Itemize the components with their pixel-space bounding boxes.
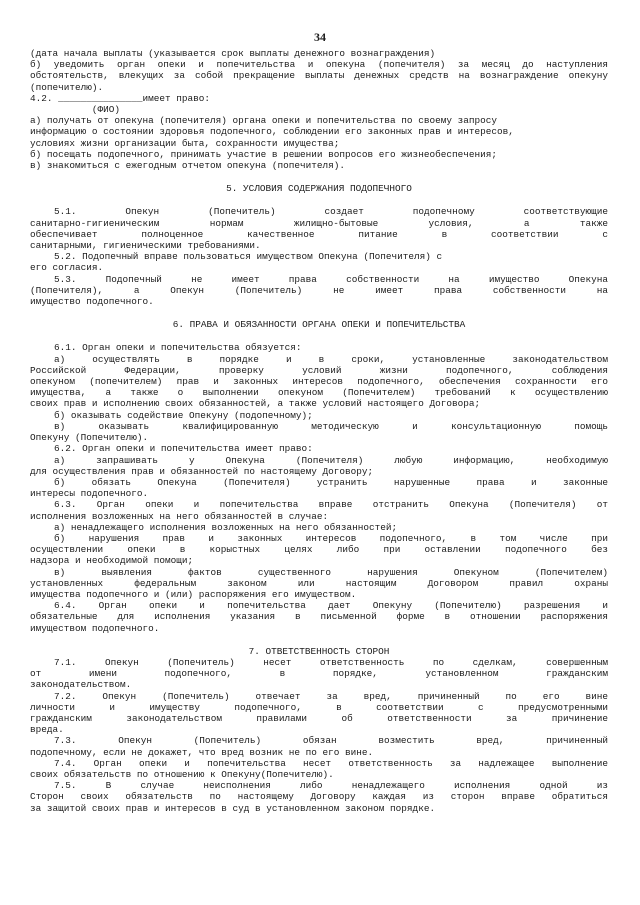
text-line: 4.2. _______________имеет право:	[30, 92, 211, 104]
text-line: 6.4. Орган опеки и попечительства дает Опекуну (Попечителю) разрешения и	[54, 600, 608, 612]
text-line: (попечителю).	[30, 81, 104, 93]
top-block	[30, 48, 608, 814]
text-line: (Попечителя), а Опекун (Попечитель) не имеет права собственности на	[30, 284, 608, 296]
section-6-heading: 6. ПРАВА И ОБЯЗАННОСТИ ОРГАНА ОПЕКИ И ПОПЕЧИТЕЛЬСТВА	[172, 319, 466, 331]
text-line: гражданским законодательством правилами об ответственности за причинение	[30, 712, 608, 724]
text-line: опекуном (попечителем) прав и законных интересов подопечного, обеспечения сохранности его	[30, 376, 608, 388]
text-line: информацию о состоянии здоровья подопечного, соблюдении его законных прав и интересов,	[30, 126, 514, 138]
text-line: вреда.	[30, 724, 64, 736]
text-line: 6.3. Орган опеки и попечительства вправе отстранить Опекуна (Попечителя) от	[54, 499, 608, 511]
text-line: 5.1. Опекун (Попечитель) создает подопечному соответствующие	[54, 206, 608, 218]
text-line: интересы подопечного.	[30, 488, 149, 500]
text-line: б) оказывать содействие Опекуну (подопечному);	[54, 409, 313, 421]
text-line: б) обязать Опекуна (Попечителя) устранить нарушенные права и законные	[54, 476, 608, 488]
text-line: в) оказывать квалифицированную методическую и консультационную помощь	[54, 420, 608, 432]
text-line: его согласия.	[30, 262, 104, 274]
text-line: в) знакомиться с ежегодным отчетом опекуна (попечителя).	[30, 160, 346, 172]
text-line: а) запрашивать у Опекуна (Попечителя) любую информацию, необходимую	[54, 454, 608, 466]
text-line: а) ненадлежащего исполнения возложенных на него обязанностей;	[54, 521, 398, 533]
text-line: в) выявления фактов существенного нарушения Опекуном (Попечителем)	[54, 566, 608, 578]
text-line: законодательством.	[30, 679, 132, 691]
text-line: 7.2. Опекун (Попечитель) отвечает за вред, причиненный по его вине	[54, 690, 608, 702]
text-line: б) посещать подопечного, принимать участие в решении вопросов его жизнеобеспечения;	[30, 148, 497, 160]
text-line: 7.5. В случае неисполнения либо ненадлежащего исполнения одной из	[54, 780, 608, 792]
text-line: для осуществления прав и обязанностей по настоящему Договору;	[30, 465, 374, 477]
section-7-heading: 7. ОТВЕТСТВЕННОСТЬ СТОРОН	[248, 645, 390, 657]
text-line: надзора и необходимой помощи;	[30, 555, 194, 567]
text-line: 7.3. Опекун (Попечитель) обязан возместить вред, причиненный	[54, 735, 608, 747]
text-line: осуществлении опеки в корыстных целях либо при оставлении подопечного без	[30, 544, 608, 556]
text-line: б) уведомить орган опеки и попечительства и опекуна (попечителя) за месяц до наступления	[30, 59, 608, 71]
text-line: санитарно-гигиеническим нормам жилищно-бытовые условия, а также	[30, 217, 608, 229]
text-line: обязательные для исполнения указания в письменной форме в отношении распоряжения	[30, 611, 608, 623]
text-line: обеспечивает полноценное качественное питание в соответствии с	[30, 228, 608, 240]
text-line: имуществом подопечного.	[30, 622, 160, 634]
text-line: от имени подопечного, в порядке, установленном гражданским	[30, 668, 608, 680]
text-line: Опекуну (Попечителю).	[30, 432, 149, 444]
text-line: обстоятельств, влекущих за собой прекращение выплаты денежных средств на вознаграждение опекуну	[30, 70, 608, 82]
text-line: Сторон своих обязательств по настоящему Договору каждая из сторон вправе обратиться	[30, 791, 608, 803]
section-5-heading: 5. УСЛОВИЯ СОДЕРЖАНИЯ ПОДОПЕЧНОГО	[226, 183, 412, 195]
text-line: условиях жизни организации быта, сохранности имущества;	[30, 137, 340, 149]
text-line: имущества подопечного и (или) распоряжения его имуществом.	[30, 588, 357, 600]
text-line: 6.1. Орган опеки и попечительства обязуется:	[54, 342, 302, 354]
text-line: 5.2. Подопечный вправе пользоваться имуществом Опекуна (Попечителя) с	[54, 251, 443, 263]
text-line: а) получать от опекуна (попечителя) органа опеки и попечительства по своему запросу	[30, 115, 497, 127]
text-line: своих обязательств по отношению к Опекуну(Попечителю).	[30, 768, 334, 780]
text-line: 5.3. Подопечный не имеет права собственности на имущество Опекуна	[54, 273, 608, 285]
text-line: подопечному, если не докажет, что вред возник не по его вине.	[30, 746, 374, 758]
text-line: 7.1. Опекун (Попечитель) несет ответственность по сделкам, совершенным	[54, 656, 608, 668]
text-line: санитарными, гигиеническими требованиями.	[30, 240, 261, 252]
text-line: (дата начала выплаты (указывается срок выплаты денежного вознаграждения)	[30, 48, 436, 59]
page-number: 34	[314, 30, 326, 44]
text-line: Российской Федерации, проверку условий жизни подопечного, соблюдения	[30, 364, 608, 376]
text-line: за защитой своих прав и интересов в суд в установленном законом порядке.	[30, 802, 436, 814]
text-line: (ФИО)	[30, 104, 121, 116]
text-line: личности и имуществу подопечного, в соответствии с предусмотренными	[30, 701, 608, 713]
text-line: б) нарушения прав и законных интересов подопечного, в том числе при	[54, 532, 608, 544]
text-line: 7.4. Орган опеки и попечительства несет ответственность за надлежащее выполнение	[54, 757, 608, 769]
text-line: установленных федеральным законом или настоящим Договором правил охраны	[30, 577, 608, 589]
text-line: имущество подопечного.	[30, 296, 154, 308]
text-line: 6.2. Орган опеки и попечительства имеет право:	[54, 443, 313, 455]
text-line: имущества, а также о выполнении опекуном (Попечителем) требований к осуществлению	[30, 387, 608, 399]
text-line: своих прав и исполнению своих обязанностей, а также условий настоящего Договора;	[30, 398, 481, 410]
text-line: а) осуществлять в порядке и в сроки, установленные законодательством	[54, 353, 608, 365]
text-line: исполнения возложенных на него обязанностей в случае:	[30, 510, 329, 522]
